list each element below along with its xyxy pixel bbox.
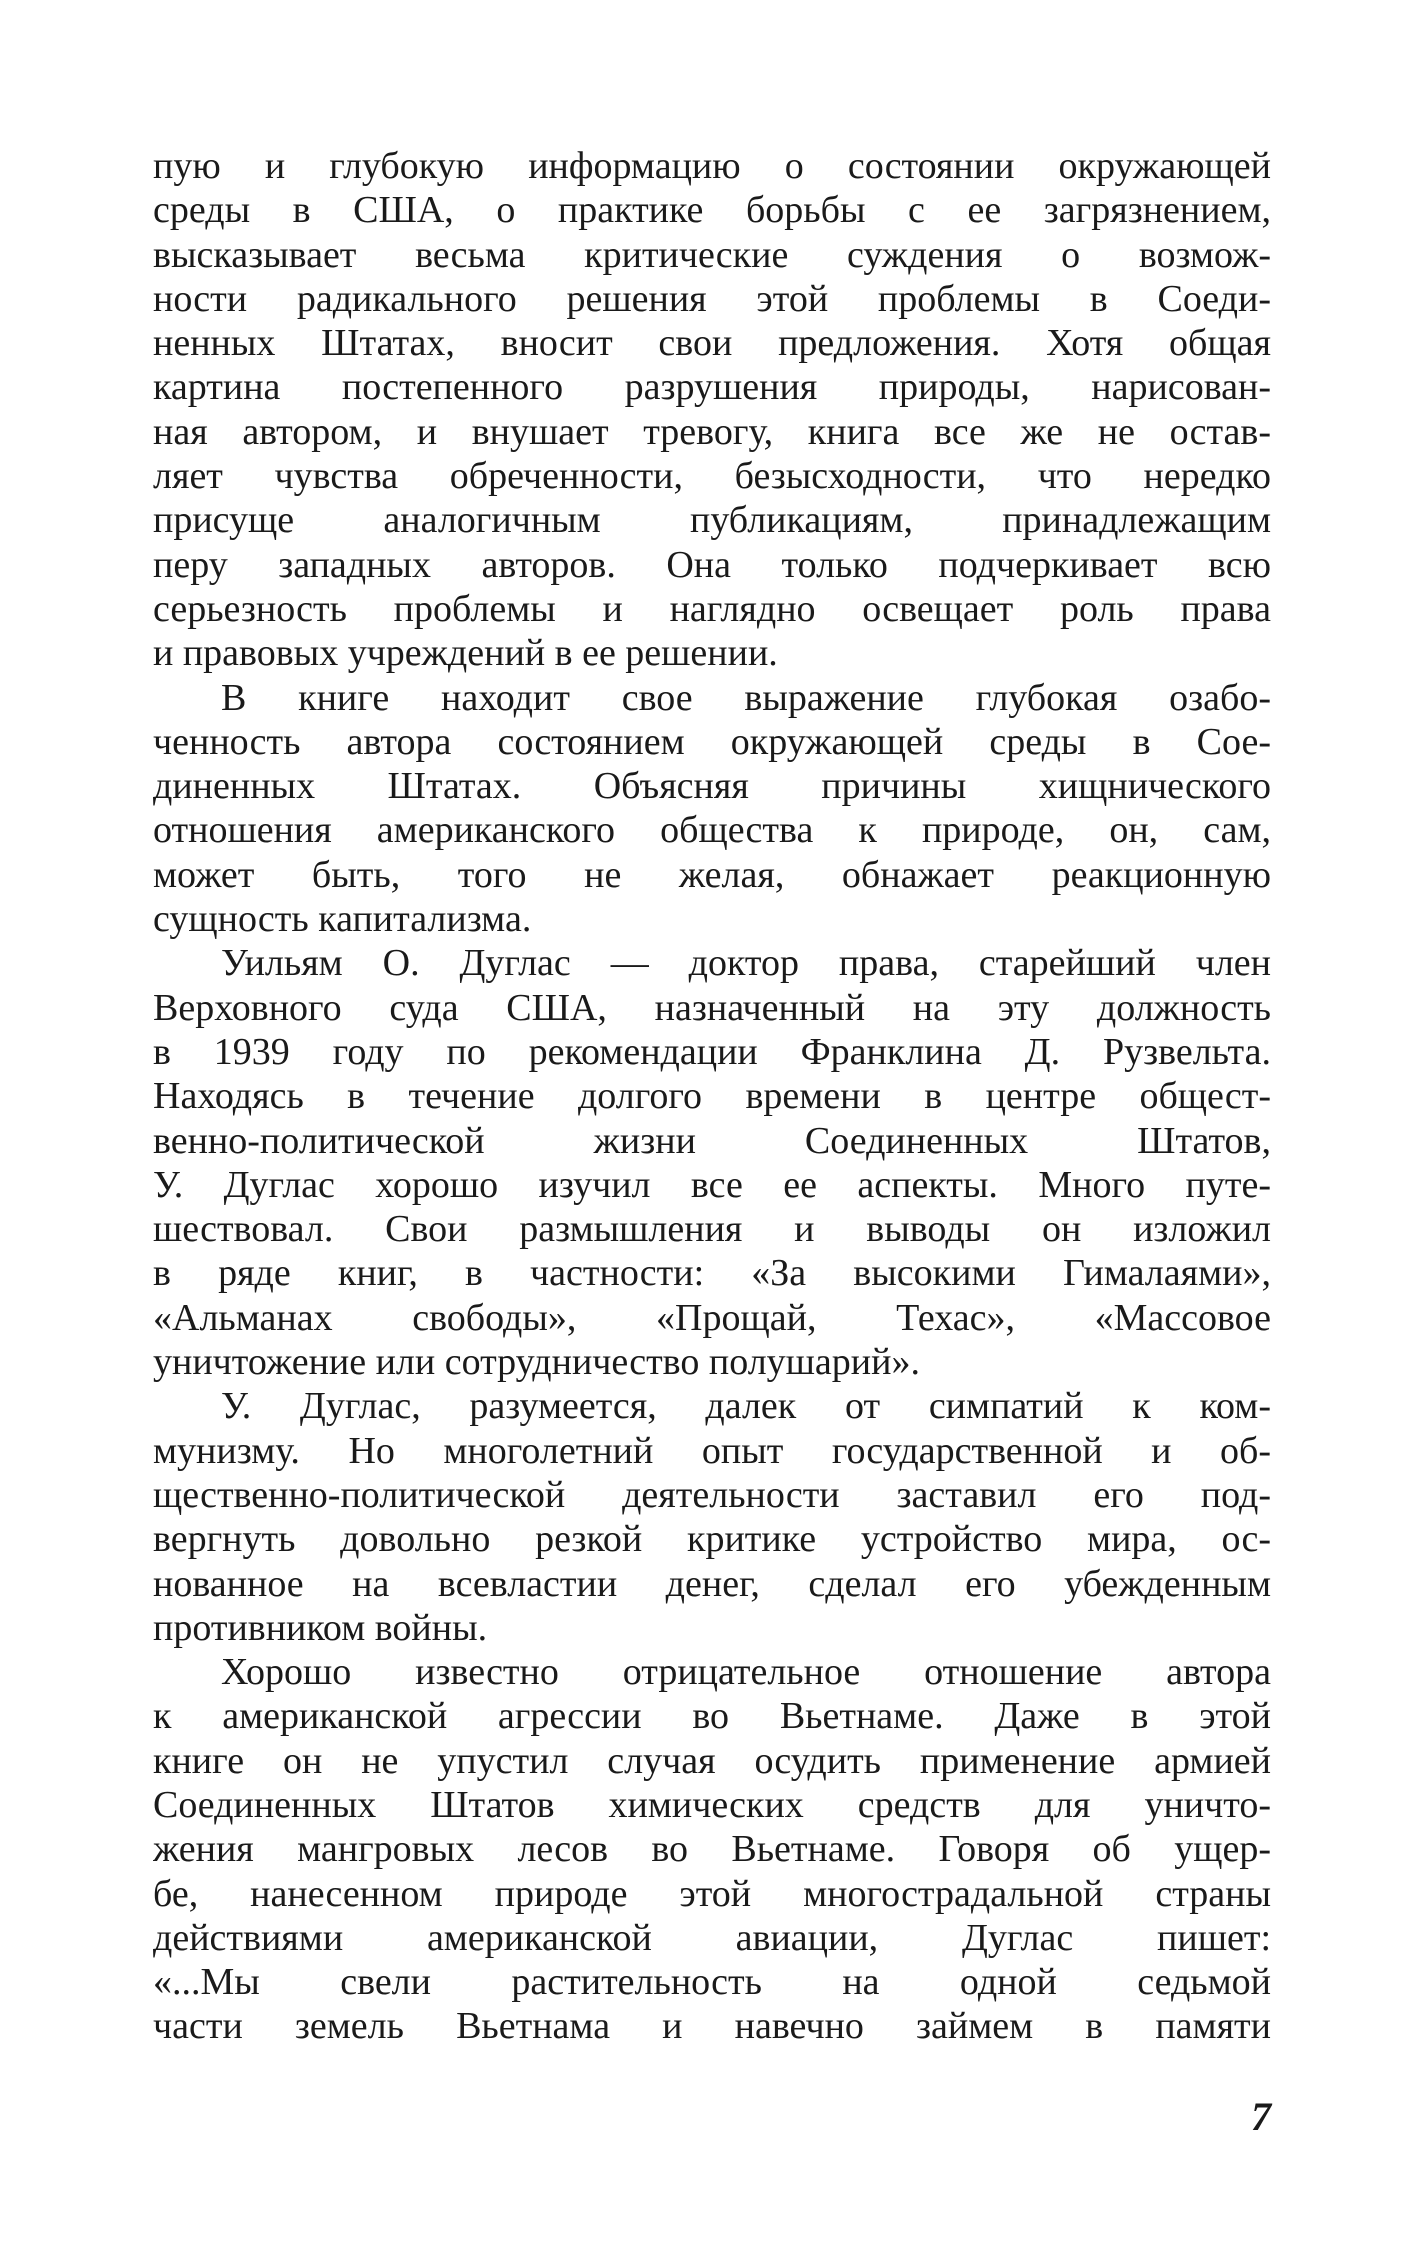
page-number: 7	[1251, 2094, 1271, 2139]
text-line: в ряде книг, в частности: «За высокими Гималаями»,	[153, 1252, 1271, 1295]
text-line: присуще аналогичным публикациям, принадлежащим	[153, 499, 1271, 542]
paragraph-first-line: У. Дуглас, разумеется, далек от симпатий к ком-	[221, 1385, 1271, 1428]
text-line: «Альманах свободы», «Прощай, Техас», «Массовое	[153, 1296, 1271, 1339]
text-line: отношения американского общества к природе, он, сам,	[153, 809, 1271, 852]
text-line: бе, нанесенном природе этой многострадальной страны	[153, 1872, 1271, 1915]
text-line: ности радикального решения этой проблемы в Соеди-	[153, 277, 1271, 320]
text-line: ченность автора состоянием окружающей среды в Сое-	[153, 720, 1271, 763]
text-line: пую и глубокую информацию о состоянии окружающей	[153, 145, 1271, 187]
body-text	[153, 144, 1271, 2049]
text-line: Находясь в течение долгого времени в центре общест-	[153, 1075, 1271, 1118]
text-line: уничтожение или сотрудничество полушарий».	[153, 1341, 920, 1384]
text-line: высказывает весьма критические суждения о возмож-	[153, 233, 1271, 276]
text-line: может быть, того не желая, обнажает реакционную	[153, 853, 1271, 896]
text-line: и правовых учреждений в ее решении.	[153, 632, 778, 675]
text-line: ненных Штатах, вносит свои предложения. Хотя общая	[153, 322, 1271, 365]
paragraph-first-line: Хорошо известно отрицательное отношение автора	[221, 1651, 1271, 1694]
text-line: части земель Вьетнама и навечно займем в памяти	[153, 2005, 1271, 2048]
text-line: «...Мы свели растительность на одной седьмой	[153, 1961, 1271, 2004]
text-line: ляет чувства обреченности, безысходности, что нередко	[153, 455, 1271, 498]
text-line: сущность капитализма.	[153, 898, 532, 941]
text-line: Верховного суда США, назначенный на эту должность	[153, 986, 1271, 1029]
text-line: диненных Штатах. Объясняя причины хищнического	[153, 765, 1271, 808]
text-line: щественно-политической деятельности заставил его под-	[153, 1473, 1271, 1516]
text-line: вергнуть довольно резкой критике устройство мира, ос-	[153, 1518, 1271, 1561]
text-line: шествовал. Свои размышления и выводы он изложил	[153, 1208, 1271, 1251]
text-line: среды в США, о практике борьбы с ее загрязнением,	[153, 189, 1271, 232]
text-line: противником войны.	[153, 1606, 488, 1649]
text-line: У. Дуглас хорошо изучил все ее аспекты. Много путе-	[153, 1163, 1271, 1206]
text-line: книге он не упустил случая осудить применение армией	[153, 1739, 1271, 1782]
text-line: венно-политической жизни Соединенных Штатов,	[153, 1119, 1271, 1162]
paragraph-first-line: Уильям О. Дуглас — доктор права, старейший член	[221, 942, 1271, 985]
text-line: действиями американской авиации, Дуглас пишет:	[153, 1916, 1271, 1959]
text-line: к американской агрессии во Вьетнаме. Даже в этой	[153, 1695, 1271, 1738]
paragraph-first-line: В книге находит свое выражение глубокая озабо-	[221, 676, 1271, 719]
text-line: перу западных авторов. Она только подчеркивает всю	[153, 543, 1271, 586]
text-line: серьезность проблемы и наглядно освещает роль права	[153, 587, 1271, 630]
text-line: в 1939 году по рекомендации Франклина Д. Рузвельта.	[153, 1030, 1271, 1073]
text-line: ная автором, и внушает тревогу, книга все же не остав-	[153, 410, 1271, 453]
text-line: жения мангровых лесов во Вьетнаме. Говоря об ущер-	[153, 1828, 1271, 1871]
text-line: мунизму. Но многолетний опыт государственной и об-	[153, 1429, 1271, 1472]
text-line: картина постепенного разрушения природы, нарисован-	[153, 366, 1271, 409]
text-line: нованное на всевластии денег, сделал его убежденным	[153, 1562, 1271, 1605]
text-line: Соединенных Штатов химических средств для уничто-	[153, 1783, 1271, 1826]
